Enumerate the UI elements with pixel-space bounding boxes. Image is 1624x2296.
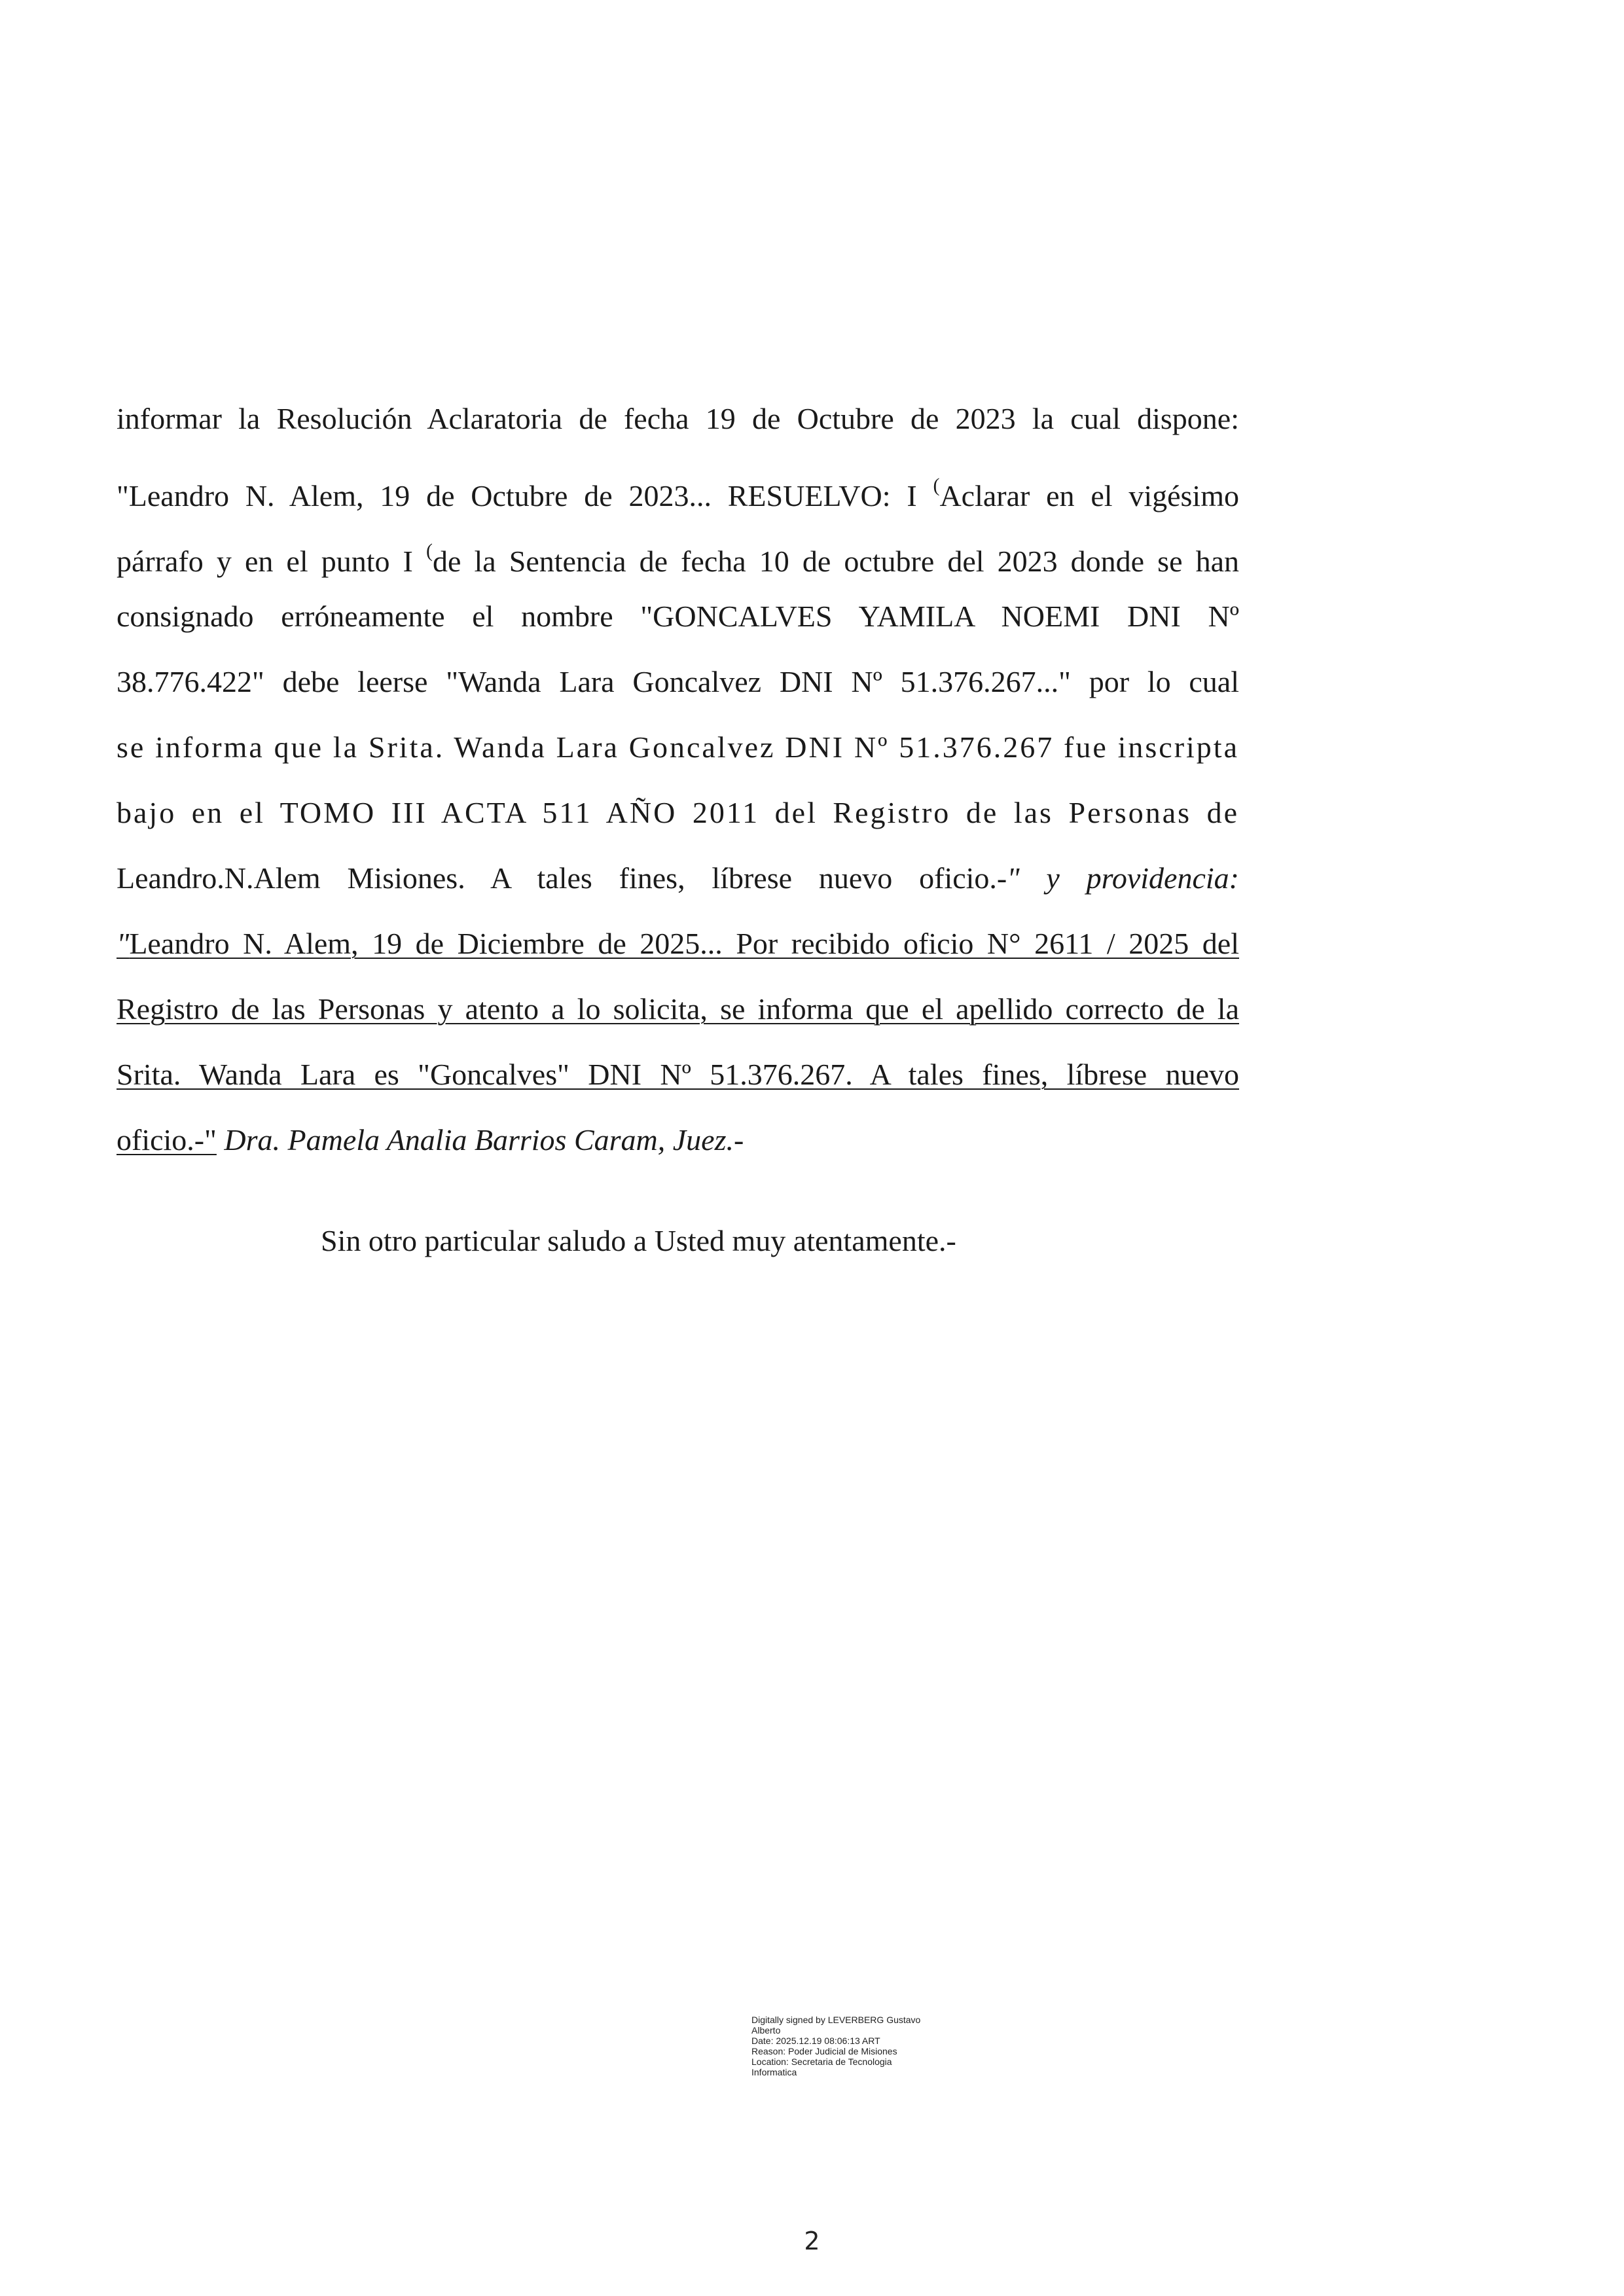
superscript-mark: (: [933, 475, 940, 496]
body-line-11: [117, 1055, 1239, 1094]
text-run: informar la Resolución Aclaratoria de fecha 19 de Octubre de 2023 la cual dispone:: [117, 402, 1239, 435]
text-run: párrafo y en el punto I: [117, 545, 426, 578]
superscript-mark: (: [425, 540, 433, 562]
body-line-10: [117, 990, 1239, 1029]
body-line-5: [117, 662, 1239, 702]
digital-signature-block: [751, 2015, 967, 2077]
signature-line: Date: 2025.12.19 08:06:13 ART: [751, 2036, 880, 2046]
text-run: consignado erróneamente el nombre "GONCALVES YAMILA NOEMI DNI Nº: [117, 600, 1239, 633]
text-run: Leandro.N.Alem Misiones. A tales fines, líbrese nuevo oficio.-: [117, 861, 1007, 895]
italic-quote: ": [117, 927, 130, 960]
text-run: Aclarar en el vigésimo: [939, 479, 1239, 512]
body-line-8: [117, 859, 1239, 898]
underlined-run: oficio.-": [117, 1123, 217, 1157]
italic-run: " y providencia:: [1007, 861, 1239, 895]
text-run: bajo en el TOMO III ACTA 511 AÑO 2011 del Registro de las Personas de: [117, 796, 1239, 829]
text-run: de la Sentencia de fecha 10 de octubre del 2023 donde se han: [432, 545, 1239, 578]
text-run: -: [734, 1123, 744, 1157]
signature-line: Alberto: [751, 2025, 781, 2036]
text-run: se informa que la Srita. Wanda Lara Goncalvez DNI Nº 51.376.267 fue inscripta: [117, 730, 1239, 764]
text-run: Leandro N. Alem, 19 de Diciembre de 2025... Por recibido oficio N° 2611 / 2025 del: [129, 927, 1239, 960]
judge-signature-text: Dra. Pamela Analia Barrios Caram, Juez.: [216, 1123, 734, 1157]
text-run: "Leandro N. Alem, 19 de Octubre de 2023... RESUELVO: I: [117, 479, 933, 512]
signature-line: Digitally signed by LEVERBERG Gustavo: [751, 2015, 921, 2025]
body-line-1: [117, 399, 1239, 439]
body-line-12: [117, 1121, 1239, 1160]
body-line-2: [117, 466, 1239, 516]
body-line-4: [117, 597, 1239, 636]
text-run: 38.776.422" debe leerse "Wanda Lara Goncalvez DNI Nº 51.376.267..." por lo cual: [117, 665, 1239, 698]
text-run: Registro de las Personas y atento a lo solicita, se informa que el apellido correcto de la: [117, 992, 1239, 1026]
body-line-3: [117, 531, 1239, 581]
body-line-6: [117, 728, 1239, 767]
signature-line: Reason: Poder Judicial de Misiones: [751, 2046, 897, 2056]
body-line-9: [117, 924, 1239, 963]
body-line-7: [117, 793, 1239, 833]
text-run: Srita. Wanda Lara es "Goncalves" DNI Nº 51.376.267. A tales fines, líbrese nuevo: [117, 1058, 1239, 1091]
page-number: 2: [804, 2227, 820, 2255]
closing-line: Sin otro particular saludo a Usted muy atentamente.-: [321, 1224, 956, 1257]
signature-line: Informatica: [751, 2067, 797, 2077]
signature-line: Location: Secretaria de Tecnologia: [751, 2056, 892, 2067]
